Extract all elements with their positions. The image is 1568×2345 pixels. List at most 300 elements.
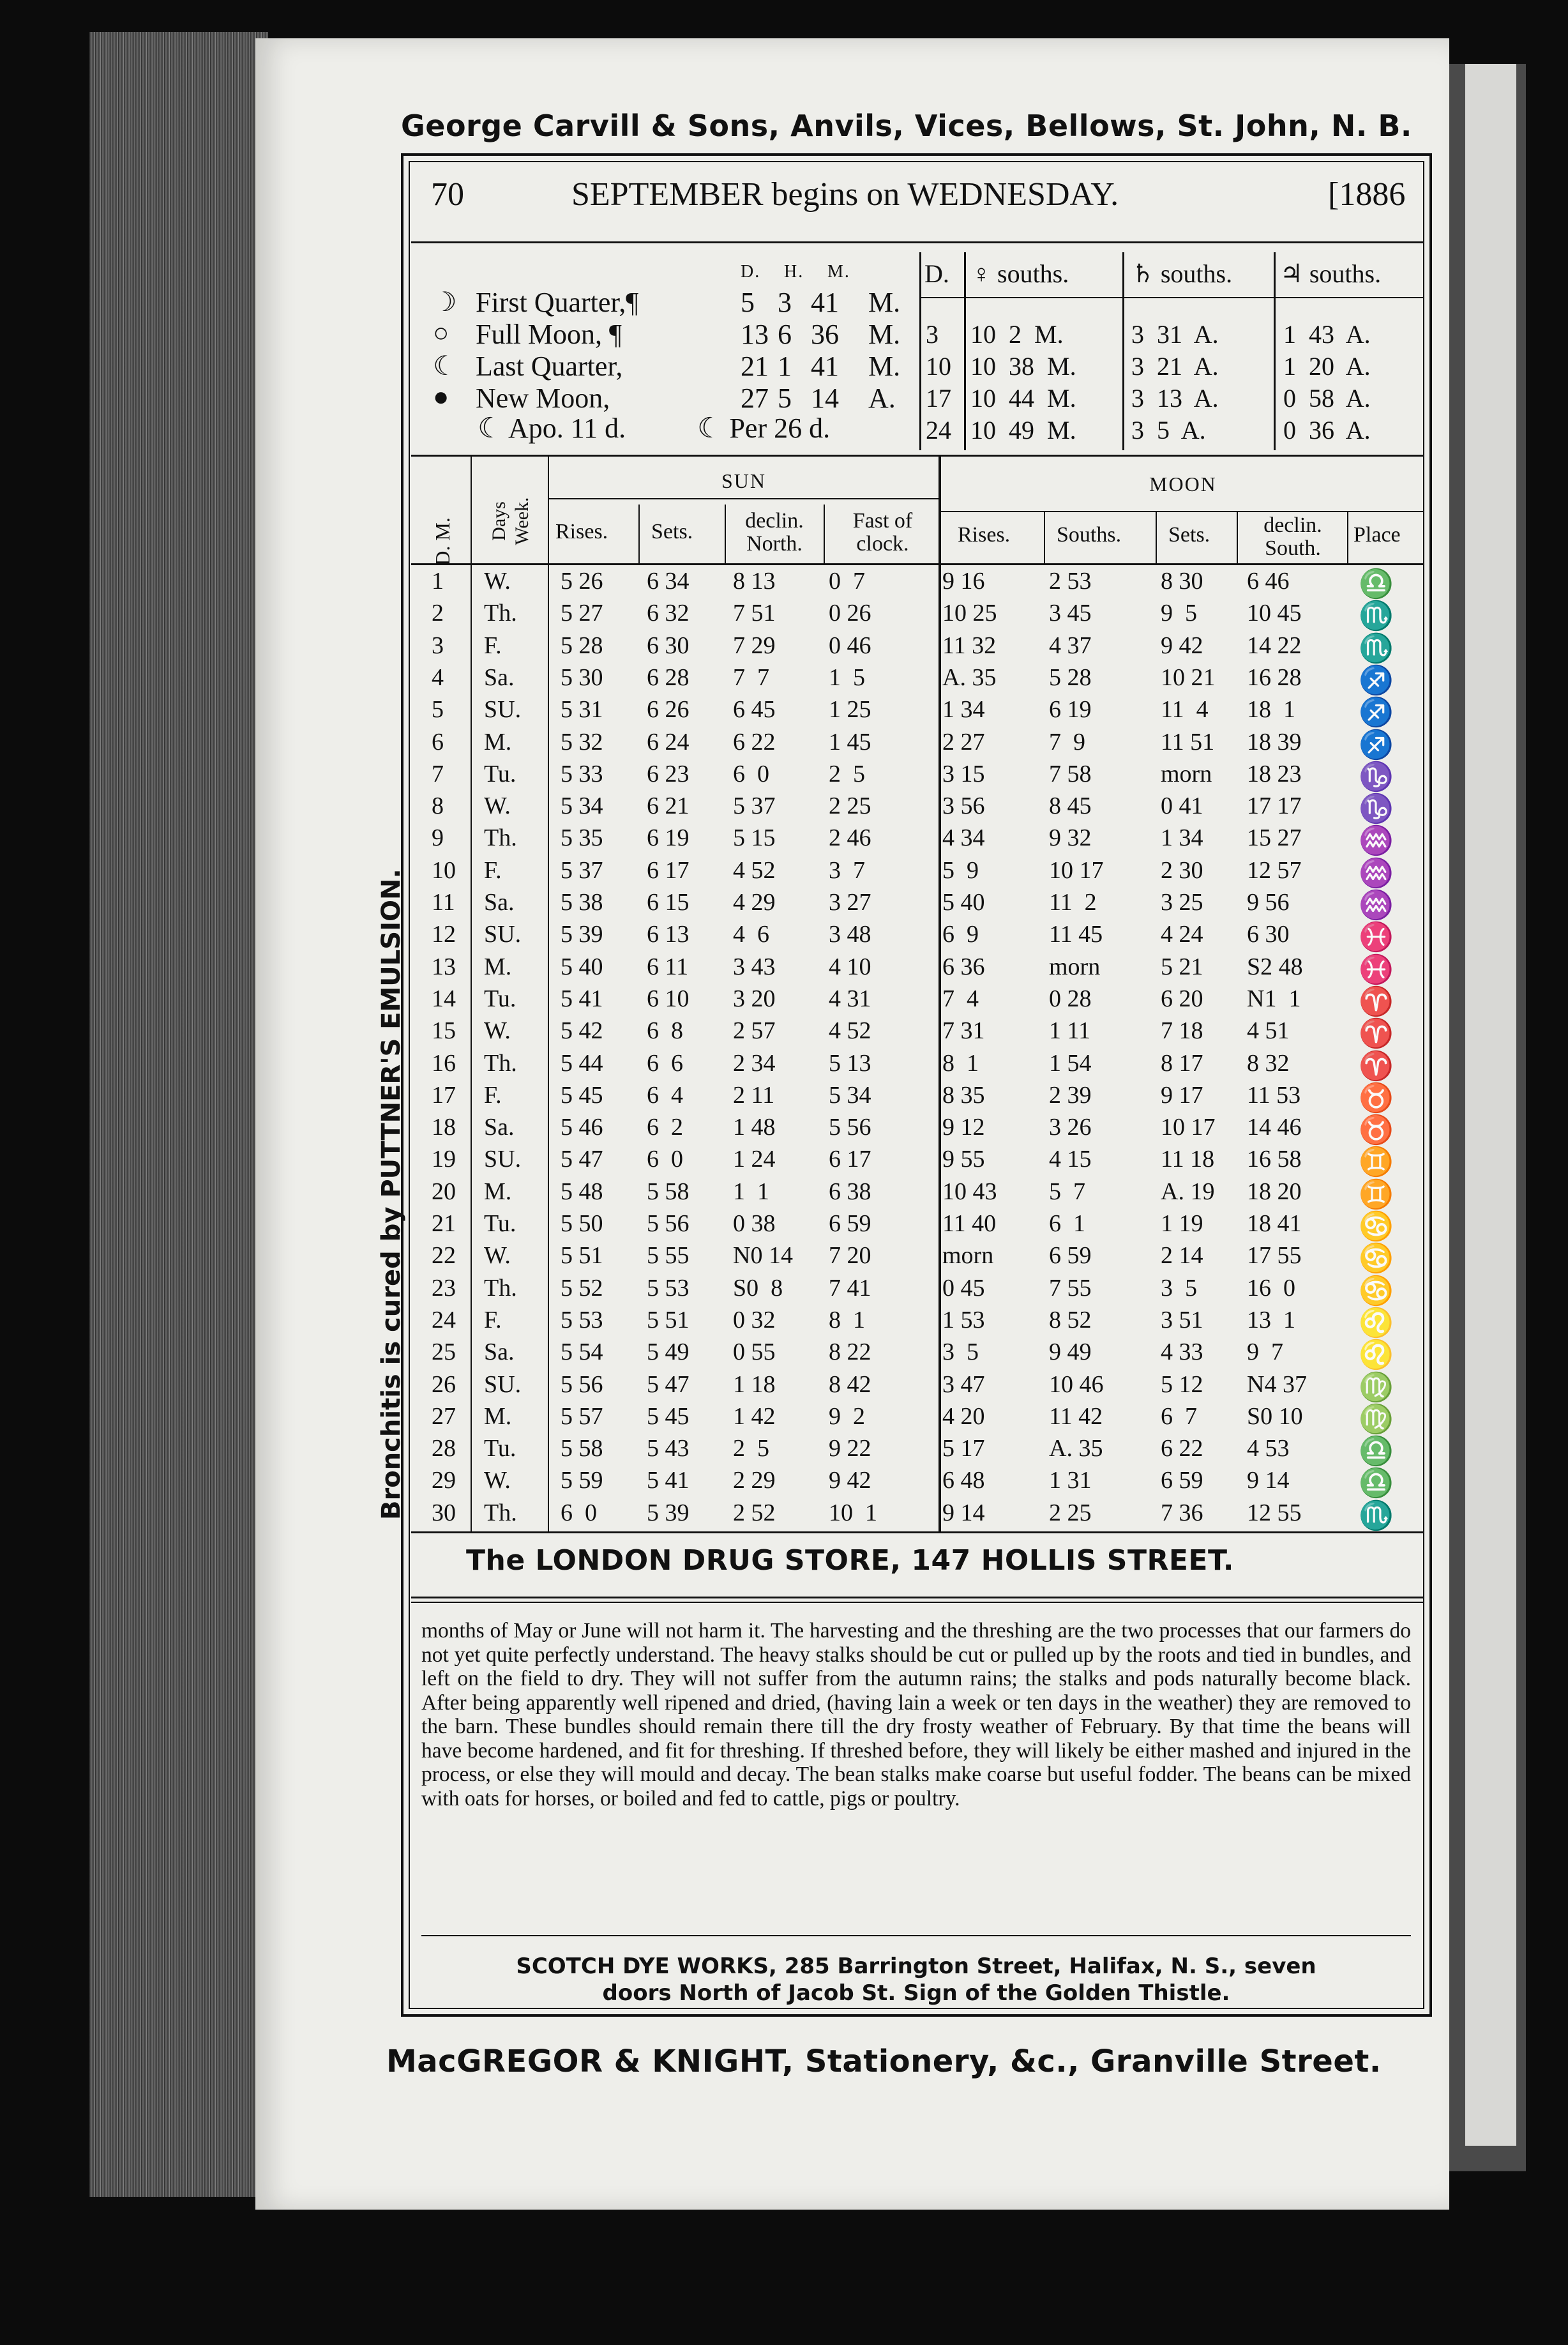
table-row — [426, 1306, 1422, 1339]
apogee-label: ☾ Apo. 11 d. — [478, 413, 626, 444]
table-row — [426, 1274, 1422, 1307]
moon-sets: 2 14 — [1161, 1242, 1203, 1270]
moon-place-sign: ♓ — [1359, 953, 1394, 985]
sun-declination: 2 52 — [733, 1499, 776, 1526]
moon-place-sign: ♎ — [1359, 1468, 1394, 1499]
day-of-month: 6 — [432, 728, 444, 755]
jupiter-souths: 1 43 A. — [1283, 320, 1371, 349]
moon-souths: 2 39 — [1049, 1081, 1092, 1109]
day-of-week: F. — [484, 1306, 502, 1333]
sun-rises: 5 50 — [561, 1210, 603, 1237]
sun-rises: 5 30 — [561, 664, 603, 691]
moon-rises: 6 9 — [942, 921, 979, 948]
moon-sets: 10 21 — [1161, 664, 1216, 691]
sun-sets: 6 30 — [647, 632, 690, 659]
day-of-week: SU. — [484, 921, 522, 948]
moon-sets: 7 36 — [1161, 1499, 1203, 1526]
moon-place-sign: ♊ — [1359, 1178, 1394, 1210]
day-of-month: 30 — [432, 1499, 456, 1526]
moon-rises: 2 27 — [942, 728, 985, 755]
moon-sets: 8 30 — [1161, 568, 1203, 595]
table-row — [426, 1338, 1422, 1371]
moon-souths: 6 19 — [1049, 696, 1092, 724]
sun-declination: 1 18 — [733, 1370, 776, 1398]
day-of-month: 28 — [432, 1435, 456, 1462]
fast-of-clock: 3 27 — [829, 889, 871, 916]
table-header-rule — [411, 563, 1423, 565]
phase-day: 21 — [741, 351, 769, 382]
sun-rises: 5 56 — [561, 1370, 603, 1398]
venus-souths: 10 49 M. — [970, 416, 1076, 444]
moon-place-sign: ♈ — [1359, 985, 1394, 1017]
sun-sets: 5 53 — [647, 1274, 690, 1302]
page-number: 70 — [431, 176, 464, 213]
phase-minute: 36 — [811, 319, 839, 350]
moon-declination: 12 57 — [1247, 856, 1302, 884]
sun-declination: 1 42 — [733, 1402, 776, 1430]
sun-rises: 5 51 — [561, 1242, 603, 1270]
fast-of-clock-header: Fast of clock. — [852, 509, 913, 556]
sun-declination: 6 0 — [733, 760, 769, 787]
day-of-month: 26 — [432, 1370, 456, 1398]
moon-souths: 3 45 — [1049, 600, 1092, 627]
sun-rises: 5 35 — [561, 824, 603, 852]
moon-place-sign: ♈ — [1359, 1018, 1394, 1050]
moon-souths: 2 53 — [1049, 568, 1092, 595]
first-quarter-icon: ☽ — [433, 288, 457, 317]
moon-declination: 11 53 — [1247, 1081, 1301, 1109]
fast-of-clock: 3 7 — [829, 856, 865, 884]
moon-place-sign: ♋ — [1359, 1275, 1394, 1307]
sun-rises: 5 46 — [561, 1114, 603, 1141]
saturn-souths: 3 21 A. — [1131, 352, 1219, 381]
sun-rises: 5 33 — [561, 760, 603, 787]
last-quarter-icon: ☾ — [433, 352, 457, 381]
sun-sets: 6 24 — [647, 728, 690, 755]
sun-rises: 5 52 — [561, 1274, 603, 1302]
day-of-month: 4 — [432, 664, 444, 691]
sun-sets: 5 56 — [647, 1210, 690, 1237]
fast-of-clock: 4 10 — [829, 953, 871, 980]
moon-declination: 13 1 — [1247, 1306, 1295, 1333]
moon-declination: 16 58 — [1247, 1146, 1302, 1173]
day-of-week: Th. — [484, 600, 517, 627]
sun-rises: 5 45 — [561, 1081, 603, 1109]
sun-sets: 6 0 — [647, 1146, 683, 1173]
table-row — [426, 953, 1422, 985]
moon-rises: 3 56 — [942, 793, 985, 820]
moon-declination: 18 23 — [1247, 760, 1302, 787]
moon-souths-header: Souths. — [1057, 523, 1122, 547]
table-row — [426, 920, 1422, 953]
table-row — [426, 1499, 1422, 1531]
moon-declination: 6 46 — [1247, 568, 1290, 595]
fast-of-clock: 7 41 — [829, 1274, 871, 1302]
day-of-month: 8 — [432, 793, 444, 820]
day-of-week-header: Days Week. — [488, 497, 532, 545]
sun-declination: 4 52 — [733, 856, 776, 884]
moon-sets: 11 51 — [1161, 728, 1215, 755]
moon-declination: 8 32 — [1247, 1049, 1290, 1077]
hd-rule — [1237, 511, 1238, 563]
fast-of-clock: 6 59 — [829, 1210, 871, 1237]
sun-rises: 5 40 — [561, 953, 603, 980]
fast-of-clock: 5 34 — [829, 1081, 871, 1109]
moon-declination: 18 41 — [1247, 1210, 1302, 1237]
moon-sets: 0 41 — [1161, 793, 1203, 820]
moon-sets: 11 18 — [1161, 1146, 1215, 1173]
day-of-month: 18 — [432, 1114, 456, 1141]
planet-row-day: 24 — [926, 416, 951, 444]
moon-sets: 4 33 — [1161, 1339, 1203, 1366]
moon-place-sign: ♎ — [1359, 568, 1394, 600]
moon-rises: 10 43 — [942, 1178, 997, 1205]
hd-rule — [824, 505, 825, 563]
sun-sets: 6 15 — [647, 889, 690, 916]
moon-sets: 4 24 — [1161, 921, 1203, 948]
planet-divider — [964, 252, 966, 450]
moon-sets: morn — [1161, 760, 1212, 787]
day-of-month: 24 — [432, 1306, 456, 1333]
table-row — [426, 792, 1422, 825]
moon-place-sign: ♍ — [1359, 1403, 1394, 1435]
moon-sets: 7 18 — [1161, 1017, 1203, 1045]
phase-name: First Quarter,¶ — [476, 287, 639, 318]
book-page-edges — [89, 32, 268, 2197]
moon-souths: 11 45 — [1049, 921, 1103, 948]
sun-rises: 5 39 — [561, 921, 603, 948]
moon-rises: 7 31 — [942, 1017, 985, 1045]
phase-col-d: D. — [741, 262, 761, 282]
moon-souths: 5 7 — [1049, 1178, 1085, 1205]
phase-ampm: M. — [868, 287, 901, 318]
moon-declination: 15 27 — [1247, 824, 1302, 852]
fast-of-clock: 1 25 — [829, 696, 871, 724]
planet-divider — [1274, 252, 1276, 450]
dye-works-line-1: SCOTCH DYE WORKS, 285 Barrington Street, Halifax, N. S., seven — [516, 1954, 1316, 1979]
day-of-week: Sa. — [484, 664, 515, 691]
fast-of-clock: 10 1 — [829, 1499, 877, 1526]
day-of-month: 3 — [432, 632, 444, 659]
moon-declination: 14 46 — [1247, 1114, 1302, 1141]
moon-rises: 6 48 — [942, 1467, 985, 1494]
sun-declination: 1 1 — [733, 1178, 769, 1205]
table-row — [426, 760, 1422, 793]
day-of-week: Th. — [484, 1049, 517, 1077]
moon-declination: 18 39 — [1247, 728, 1302, 755]
sun-declination: 4 6 — [733, 921, 769, 948]
moon-declination: 16 0 — [1247, 1274, 1295, 1302]
moon-declination: 9 7 — [1247, 1339, 1283, 1366]
sun-rises: 5 34 — [561, 793, 603, 820]
sun-rises: 5 42 — [561, 1017, 603, 1045]
moon-sets: 10 17 — [1161, 1114, 1216, 1141]
moon-souths: 0 28 — [1049, 985, 1092, 1012]
sun-rises: 6 0 — [561, 1499, 597, 1526]
table-row — [426, 1178, 1422, 1210]
table-row — [426, 856, 1422, 889]
sun-declination: 5 15 — [733, 824, 776, 852]
moon-place-sign: ♏ — [1359, 1499, 1394, 1531]
phase-hour: 5 — [778, 383, 792, 414]
moon-declination: 18 20 — [1247, 1178, 1302, 1205]
day-of-month: 14 — [432, 985, 456, 1012]
moon-sets: 2 30 — [1161, 856, 1203, 884]
table-row — [426, 695, 1422, 729]
table-row — [426, 567, 1422, 600]
table-row — [426, 1370, 1422, 1403]
table-row — [426, 1049, 1422, 1082]
moon-souths: 11 2 — [1049, 889, 1097, 916]
moon-sets: 3 51 — [1161, 1306, 1203, 1333]
hd-rule — [1044, 511, 1045, 563]
moon-souths: 4 15 — [1049, 1146, 1092, 1173]
moon-sets: 3 25 — [1161, 889, 1203, 916]
moon-souths: 8 45 — [1049, 793, 1092, 820]
moon-place-sign: ♏ — [1359, 600, 1394, 632]
sun-declination: S0 8 — [733, 1274, 783, 1302]
moon-souths: 7 9 — [1049, 728, 1085, 755]
sidebar-advertisement: Bronchitis is cured by PUTTNER'S EMULSION. — [377, 869, 406, 1520]
day-of-month: 27 — [432, 1402, 456, 1430]
moon-group-rule — [941, 511, 1423, 512]
hd-rule — [1347, 511, 1348, 563]
day-of-month: 13 — [432, 953, 456, 980]
fast-of-clock: 6 17 — [829, 1146, 871, 1173]
phase-minute: 14 — [811, 383, 839, 414]
fast-of-clock: 1 5 — [829, 664, 865, 691]
saturn-souths: 3 13 A. — [1131, 384, 1219, 413]
dye-works-advertisement — [421, 1953, 1411, 2007]
moon-souths: morn — [1049, 953, 1101, 980]
sun-declination: 4 29 — [733, 889, 776, 916]
moon-rises: 9 14 — [942, 1499, 985, 1526]
moon-rises: 5 17 — [942, 1435, 985, 1462]
venus-souths: 10 44 M. — [970, 384, 1076, 413]
moon-declination: 4 51 — [1247, 1017, 1290, 1045]
table-row — [426, 1241, 1422, 1275]
phase-minute: 41 — [811, 287, 839, 318]
day-of-month: 22 — [432, 1242, 456, 1270]
phase-name: Last Quarter, — [476, 351, 623, 382]
day-of-week: M. — [484, 728, 512, 755]
day-of-month: 2 — [432, 600, 444, 627]
moon-place-sign: ♉ — [1359, 1114, 1394, 1146]
moon-rises: A. 35 — [942, 664, 997, 691]
moon-declination: 16 28 — [1247, 664, 1302, 691]
sun-rises: 5 47 — [561, 1146, 603, 1173]
sun-declination: 0 55 — [733, 1339, 776, 1366]
hd-rule — [1156, 511, 1157, 563]
table-row — [426, 1081, 1422, 1114]
planet-row-day: 3 — [926, 320, 939, 349]
day-of-month: 25 — [432, 1339, 456, 1366]
planet-divider — [1122, 252, 1124, 450]
day-of-month: 20 — [432, 1178, 456, 1205]
fast-of-clock: 9 2 — [829, 1402, 865, 1430]
month-title: SEPTEMBER begins on WEDNESDAY. — [571, 176, 1119, 213]
sun-rises: 5 26 — [561, 568, 603, 595]
moon-sets: 9 5 — [1161, 600, 1197, 627]
sun-rises: 5 57 — [561, 1402, 603, 1430]
moon-sets: 9 17 — [1161, 1081, 1203, 1109]
moon-declination: 17 55 — [1247, 1242, 1302, 1270]
phase-ampm: M. — [868, 319, 901, 350]
fast-of-clock: 2 46 — [829, 824, 871, 852]
moon-rises-header: Rises. — [958, 523, 1011, 547]
day-of-week: M. — [484, 1178, 512, 1205]
sun-rises: 5 37 — [561, 856, 603, 884]
sun-rises-header: Rises. — [555, 520, 608, 543]
table-bottom-rule — [411, 1531, 1423, 1533]
moon-souths: 6 59 — [1049, 1242, 1092, 1270]
planet-col-d: D. — [924, 259, 949, 288]
moon-rises: 9 55 — [942, 1146, 985, 1173]
article-text: months of May or June will not harm it. The harvesting and the threshing are the two processes that our farmers do not yet quite perfectly understand. The heavy stalks should be cut or pulled up by the roots and tied in bundles, and left on the field to dry. They will not suffer from the autumn rains; the stalks and pods naturally become black. After being apparently well ripened and dried, (having lain a week or ten days in the weather) they are removed to the barn. These bundles should remain there till the dry frosty weather of February. By that time the beans will have become hardened, and fit for threshing. If threshed before, they will likely be either mashed and injured in the process, or else they will mould and decay. The bean stalks make coarse but useful fodder. The beans can be mixed with oats for horses, or boiled and fed to cattle, pigs or poultry. — [421, 1619, 1411, 1810]
moon-rises: 10 25 — [942, 600, 997, 627]
dye-works-line-2: doors North of Jacob St. Sign of the Golden Thistle. — [602, 1980, 1230, 2006]
moon-declination: 9 56 — [1247, 889, 1290, 916]
fast-of-clock: 0 46 — [829, 632, 871, 659]
moon-declination: 4 53 — [1247, 1435, 1290, 1462]
bottom-advertisement: MacGREGOR & KNIGHT, Stationery, &c., Granville Street. — [386, 2044, 1382, 2079]
moon-declination: 9 14 — [1247, 1467, 1290, 1494]
sun-sets: 5 41 — [647, 1467, 690, 1494]
fast-of-clock: 1 45 — [829, 728, 871, 755]
fast-of-clock: 4 31 — [829, 985, 871, 1012]
moon-declination: 18 1 — [1247, 696, 1295, 724]
drug-store-advertisement: The LONDON DRUG STORE, 147 HOLLIS STREET. — [466, 1544, 1234, 1577]
sun-sets: 6 32 — [647, 600, 690, 627]
saturn-souths: 3 31 A. — [1131, 320, 1219, 349]
sun-sets: 6 2 — [647, 1114, 683, 1141]
day-of-week: Sa. — [484, 889, 515, 916]
moon-place-sign: ♏ — [1359, 632, 1394, 664]
day-of-month-header: D. M. — [430, 517, 454, 566]
jupiter-souths: 0 58 A. — [1283, 384, 1371, 413]
sun-sets: 6 23 — [647, 760, 690, 787]
moon-sets: 11 4 — [1161, 696, 1209, 724]
moon-rises: 8 35 — [942, 1081, 985, 1109]
fast-of-clock: 8 22 — [829, 1339, 871, 1366]
day-of-month: 19 — [432, 1146, 456, 1173]
day-of-week: SU. — [484, 1370, 522, 1398]
sun-declination: 0 38 — [733, 1210, 776, 1237]
day-of-week: Th. — [484, 1274, 517, 1302]
day-of-week: F. — [484, 856, 502, 884]
day-of-month: 17 — [432, 1081, 456, 1109]
fast-of-clock: 2 5 — [829, 760, 865, 787]
moon-rises: 1 34 — [942, 696, 985, 724]
moon-place-sign: ♌ — [1359, 1307, 1394, 1339]
moon-rises: 8 1 — [942, 1049, 979, 1077]
sun-declination: 5 37 — [733, 793, 776, 820]
moon-souths: 6 1 — [1049, 1210, 1085, 1237]
moon-rises: 3 15 — [942, 760, 985, 787]
day-of-week: Tu. — [484, 1210, 516, 1237]
day-of-month: 10 — [432, 856, 456, 884]
page-title-row — [431, 176, 1427, 220]
fast-of-clock: 8 42 — [829, 1370, 871, 1398]
phase-col-m: M. — [827, 262, 850, 282]
sun-rises: 5 41 — [561, 985, 603, 1012]
phase-hour: 6 — [778, 319, 792, 350]
moon-sets: A. 19 — [1161, 1178, 1215, 1205]
moon-souths: 2 25 — [1049, 1499, 1092, 1526]
sun-rises: 5 27 — [561, 600, 603, 627]
sun-sets: 5 51 — [647, 1306, 690, 1333]
sun-sets: 5 49 — [647, 1339, 690, 1366]
moon-souths: 11 42 — [1049, 1402, 1103, 1430]
sun-sets: 6 13 — [647, 921, 690, 948]
day-of-week: Th. — [484, 824, 517, 852]
moon-declination: N1 1 — [1247, 985, 1301, 1012]
day-of-month: 7 — [432, 760, 444, 787]
moon-place-sign: ♊ — [1359, 1146, 1394, 1178]
sun-sets-header: Sets. — [651, 520, 693, 543]
moon-rises: 9 12 — [942, 1114, 985, 1141]
moon-declination-header: declin. South. — [1263, 513, 1322, 560]
moon-sets: 8 17 — [1161, 1049, 1203, 1077]
hd-rule — [638, 505, 640, 563]
table-row — [426, 1466, 1422, 1499]
sun-sets: 6 4 — [647, 1081, 683, 1109]
sun-rises: 5 32 — [561, 728, 603, 755]
table-row — [426, 632, 1422, 664]
fast-of-clock: 0 7 — [829, 568, 865, 595]
jupiter-souths-header: ♃ souths. — [1280, 259, 1382, 288]
sun-declination: 2 11 — [733, 1081, 775, 1109]
moon-declination: N4 37 — [1247, 1370, 1307, 1398]
moon-sets: 6 7 — [1161, 1402, 1197, 1430]
phase-hour: 3 — [778, 287, 792, 318]
top-advertisement: George Carvill & Sons, Anvils, Vices, Bellows, St. John, N. B. — [401, 109, 1412, 143]
moon-place-sign: ♉ — [1359, 1082, 1394, 1114]
phases-rule — [411, 455, 1423, 457]
day-of-week: Sa. — [484, 1339, 515, 1366]
sun-sets: 6 26 — [647, 696, 690, 724]
day-of-month: 16 — [432, 1049, 456, 1077]
sun-sets: 5 58 — [647, 1178, 690, 1205]
saturn-souths: 3 5 A. — [1131, 416, 1206, 444]
moon-sets-header: Sets. — [1168, 523, 1210, 547]
day-of-month: 9 — [432, 824, 444, 852]
fast-of-clock: 0 26 — [829, 600, 871, 627]
table-row — [426, 985, 1422, 1017]
sun-sets: 6 8 — [647, 1017, 683, 1045]
moon-souths: 9 49 — [1049, 1339, 1092, 1366]
sun-sets: 6 17 — [647, 856, 690, 884]
phase-day: 5 — [741, 287, 755, 318]
moon-sets: 6 59 — [1161, 1467, 1203, 1494]
sun-sets: 6 19 — [647, 824, 690, 852]
moon-rises: 3 5 — [942, 1339, 979, 1366]
moon-souths: 9 32 — [1049, 824, 1092, 852]
ad-rule — [411, 1597, 1423, 1598]
day-of-week: F. — [484, 632, 502, 659]
table-row — [426, 599, 1422, 632]
table-row — [426, 1145, 1422, 1178]
day-of-week: M. — [484, 953, 512, 980]
moon-souths: 7 58 — [1049, 760, 1092, 787]
sun-sets: 5 45 — [647, 1402, 690, 1430]
moon-declination: 14 22 — [1247, 632, 1302, 659]
moon-place-sign: ♒ — [1359, 825, 1394, 857]
moon-souths: 1 54 — [1049, 1049, 1092, 1077]
day-of-month: 23 — [432, 1274, 456, 1302]
day-of-month: 11 — [432, 889, 455, 916]
moon-place-sign: ♐ — [1359, 729, 1394, 761]
